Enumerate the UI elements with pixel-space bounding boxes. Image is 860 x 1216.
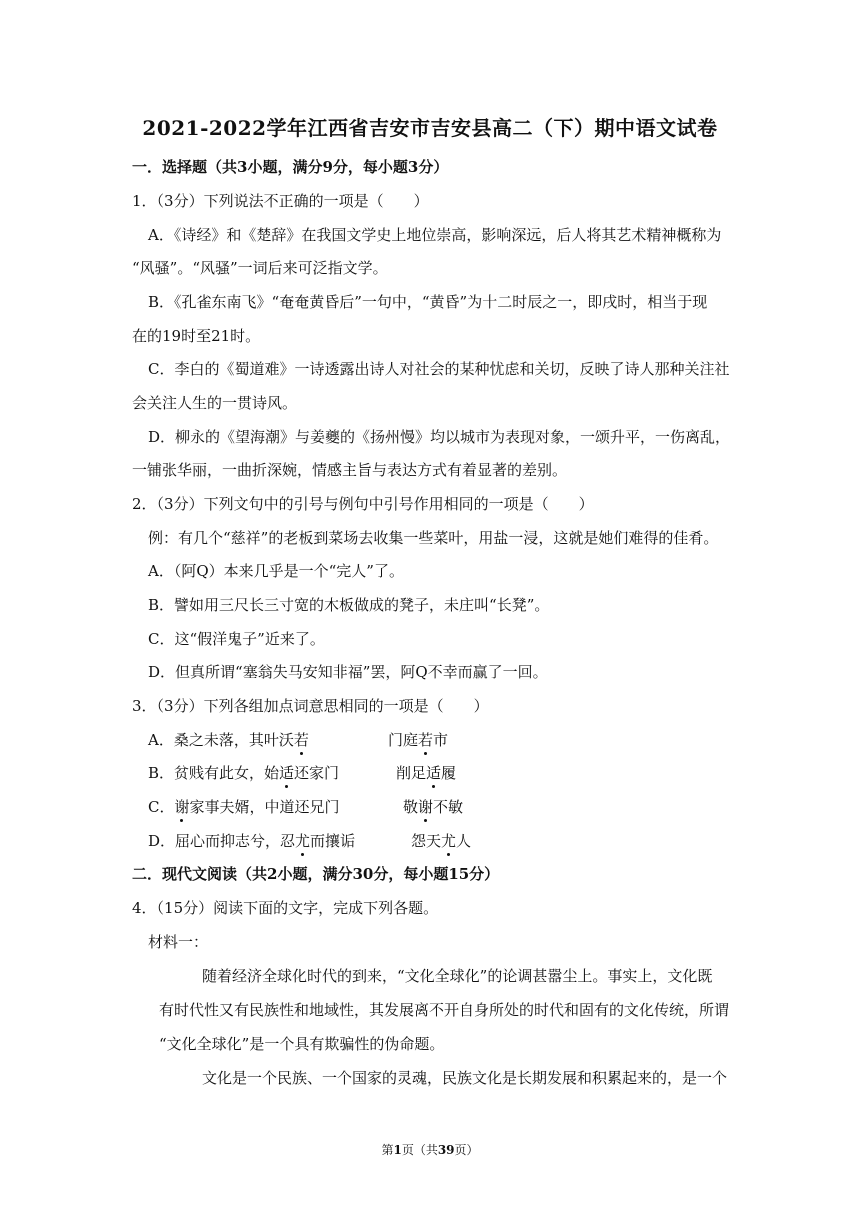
option-text: 不敏 <box>433 798 464 816</box>
dotted-word: 尤 <box>441 832 457 850</box>
question-1-option-d-line-2: 一铺张华丽，一曲折深婉，情感主旨与表达方式有着显著的差别。 <box>132 461 568 479</box>
page-title: 2021-2022学年江西省吉安市吉安县高二（下）期中语文试卷 <box>142 116 718 140</box>
option-text: D．屈心而抑志兮，忍 <box>148 832 296 850</box>
dotted-word: 若 <box>418 731 434 749</box>
dotted-word: 尤 <box>295 832 311 850</box>
paragraph-1-line-3: “文化全球化”是一个具有欺骗性的伪命题。 <box>159 1035 445 1053</box>
question-1-stem: 1．（3分）下列说法不正确的一项是（ ） <box>132 192 429 210</box>
question-1-option-a-line-1: A．《诗经》和《楚辞》在我国文学史上地位崇高，影响深远，后人将其艺术精神概称为 <box>148 226 722 244</box>
question-2-option-b: B．譬如用三尺长三寸宽的木板做成的凳子，未庄叫“长凳”。 <box>148 596 550 614</box>
page-footer <box>0 1141 860 1158</box>
question-3-option-d-right <box>411 831 471 851</box>
paragraph-1-line-2: 有时代性又有民族性和地域性，其发展离不开自身所处的时代和固有的文化传统，所谓 <box>159 1001 730 1019</box>
material-label: 材料一： <box>148 933 209 951</box>
question-1-option-d-line-1: D．柳永的《望海潮》与姜夔的《扬州慢》均以城市为表现对象，一颂升平，一伤离乱， <box>148 428 731 446</box>
question-3-option-a-left <box>148 730 309 750</box>
question-1-option-a-line-2: “风骚”。“风骚”一词后来可泛指文学。 <box>132 259 388 277</box>
section-heading-choice: 一．选择题（共3小题，满分9分，每小题3分） <box>132 158 449 176</box>
option-text: 敬 <box>403 798 419 816</box>
option-text: 削足 <box>396 764 427 782</box>
option-text: 家事夫婿，中道还兄门 <box>189 798 340 816</box>
footer-text: 页） <box>454 1143 479 1157</box>
question-1-option-c-line-2: 会关注人生的一贯诗风。 <box>132 394 298 412</box>
paragraph-2-line-1: 文化是一个民族、一个国家的灵魂，民族文化是长期发展和积累起来的，是一个 <box>202 1069 728 1087</box>
option-text: 门庭 <box>388 731 419 749</box>
question-2-option-a: A．（阿Q）本来几乎是一个“完人”了。 <box>148 562 404 580</box>
dotted-word: 适 <box>279 764 295 782</box>
dotted-word: 若 <box>293 731 309 749</box>
dotted-word: 谢 <box>418 798 434 816</box>
question-2-option-d: D．但真所谓“塞翁失马安知非福”罢，阿Q不幸而赢了一回。 <box>148 663 548 681</box>
question-3-option-b-right <box>396 763 456 783</box>
page-total: 39 <box>437 1143 455 1157</box>
option-text: 而攘诟 <box>310 832 356 850</box>
footer-text: 第 <box>381 1143 394 1157</box>
question-3-option-c-left <box>148 797 340 817</box>
question-1-option-c-line-1: C．李白的《蜀道难》一诗透露出诗人对社会的某种忧虑和关切，反映了诗人那种关注社 <box>148 360 730 378</box>
option-text: 人 <box>456 832 472 850</box>
option-text: 怨天 <box>411 832 442 850</box>
question-3-option-b-left <box>148 763 339 783</box>
question-2-option-c: C．这“假洋鬼子”近来了。 <box>148 630 325 648</box>
option-text: 履 <box>441 764 457 782</box>
question-2-example: 例：有几个“慈祥”的老板到菜场去收集一些菜叶，用盐一浸，这就是她们难得的佳肴。 <box>148 529 719 547</box>
dotted-word: 适 <box>426 764 442 782</box>
question-2-stem: 2．（3分）下列文句中的引号与例句中引号作用相同的一项是（ ） <box>132 495 594 513</box>
option-text: 市 <box>433 731 449 749</box>
question-3-option-d-left <box>148 831 355 851</box>
question-3-option-a-right <box>388 730 448 750</box>
question-4-stem: 4．（15分）阅读下面的文字，完成下列各题。 <box>132 899 439 917</box>
option-text: 还家门 <box>294 764 340 782</box>
option-text: A．桑之未落，其叶沃 <box>148 731 294 749</box>
paragraph-1-line-1: 随着经济全球化时代的到来，“文化全球化”的论调甚嚣尘上。事实上，文化既 <box>202 967 713 985</box>
question-3-option-c-right <box>403 797 463 817</box>
option-text: B．贫贱有此女，始 <box>148 764 280 782</box>
page-number: 1 <box>393 1143 402 1157</box>
section-heading-reading: 二．现代文阅读（共2小题，满分30分，每小题15分） <box>132 865 500 883</box>
question-1-option-b-line-1: B．《孔雀东南飞》“奄奄黄昏后”一句中，“黄昏”为十二时辰之一，即戌时，相当于现 <box>148 293 708 311</box>
question-3-stem: 3．（3分）下列各组加点词意思相同的一项是（ ） <box>132 697 489 715</box>
dotted-word: 谢 <box>174 798 190 816</box>
question-1-option-b-line-2: 在的19时至21时。 <box>132 327 261 345</box>
option-text: C． <box>148 798 175 816</box>
footer-text: 页（共 <box>401 1143 438 1157</box>
